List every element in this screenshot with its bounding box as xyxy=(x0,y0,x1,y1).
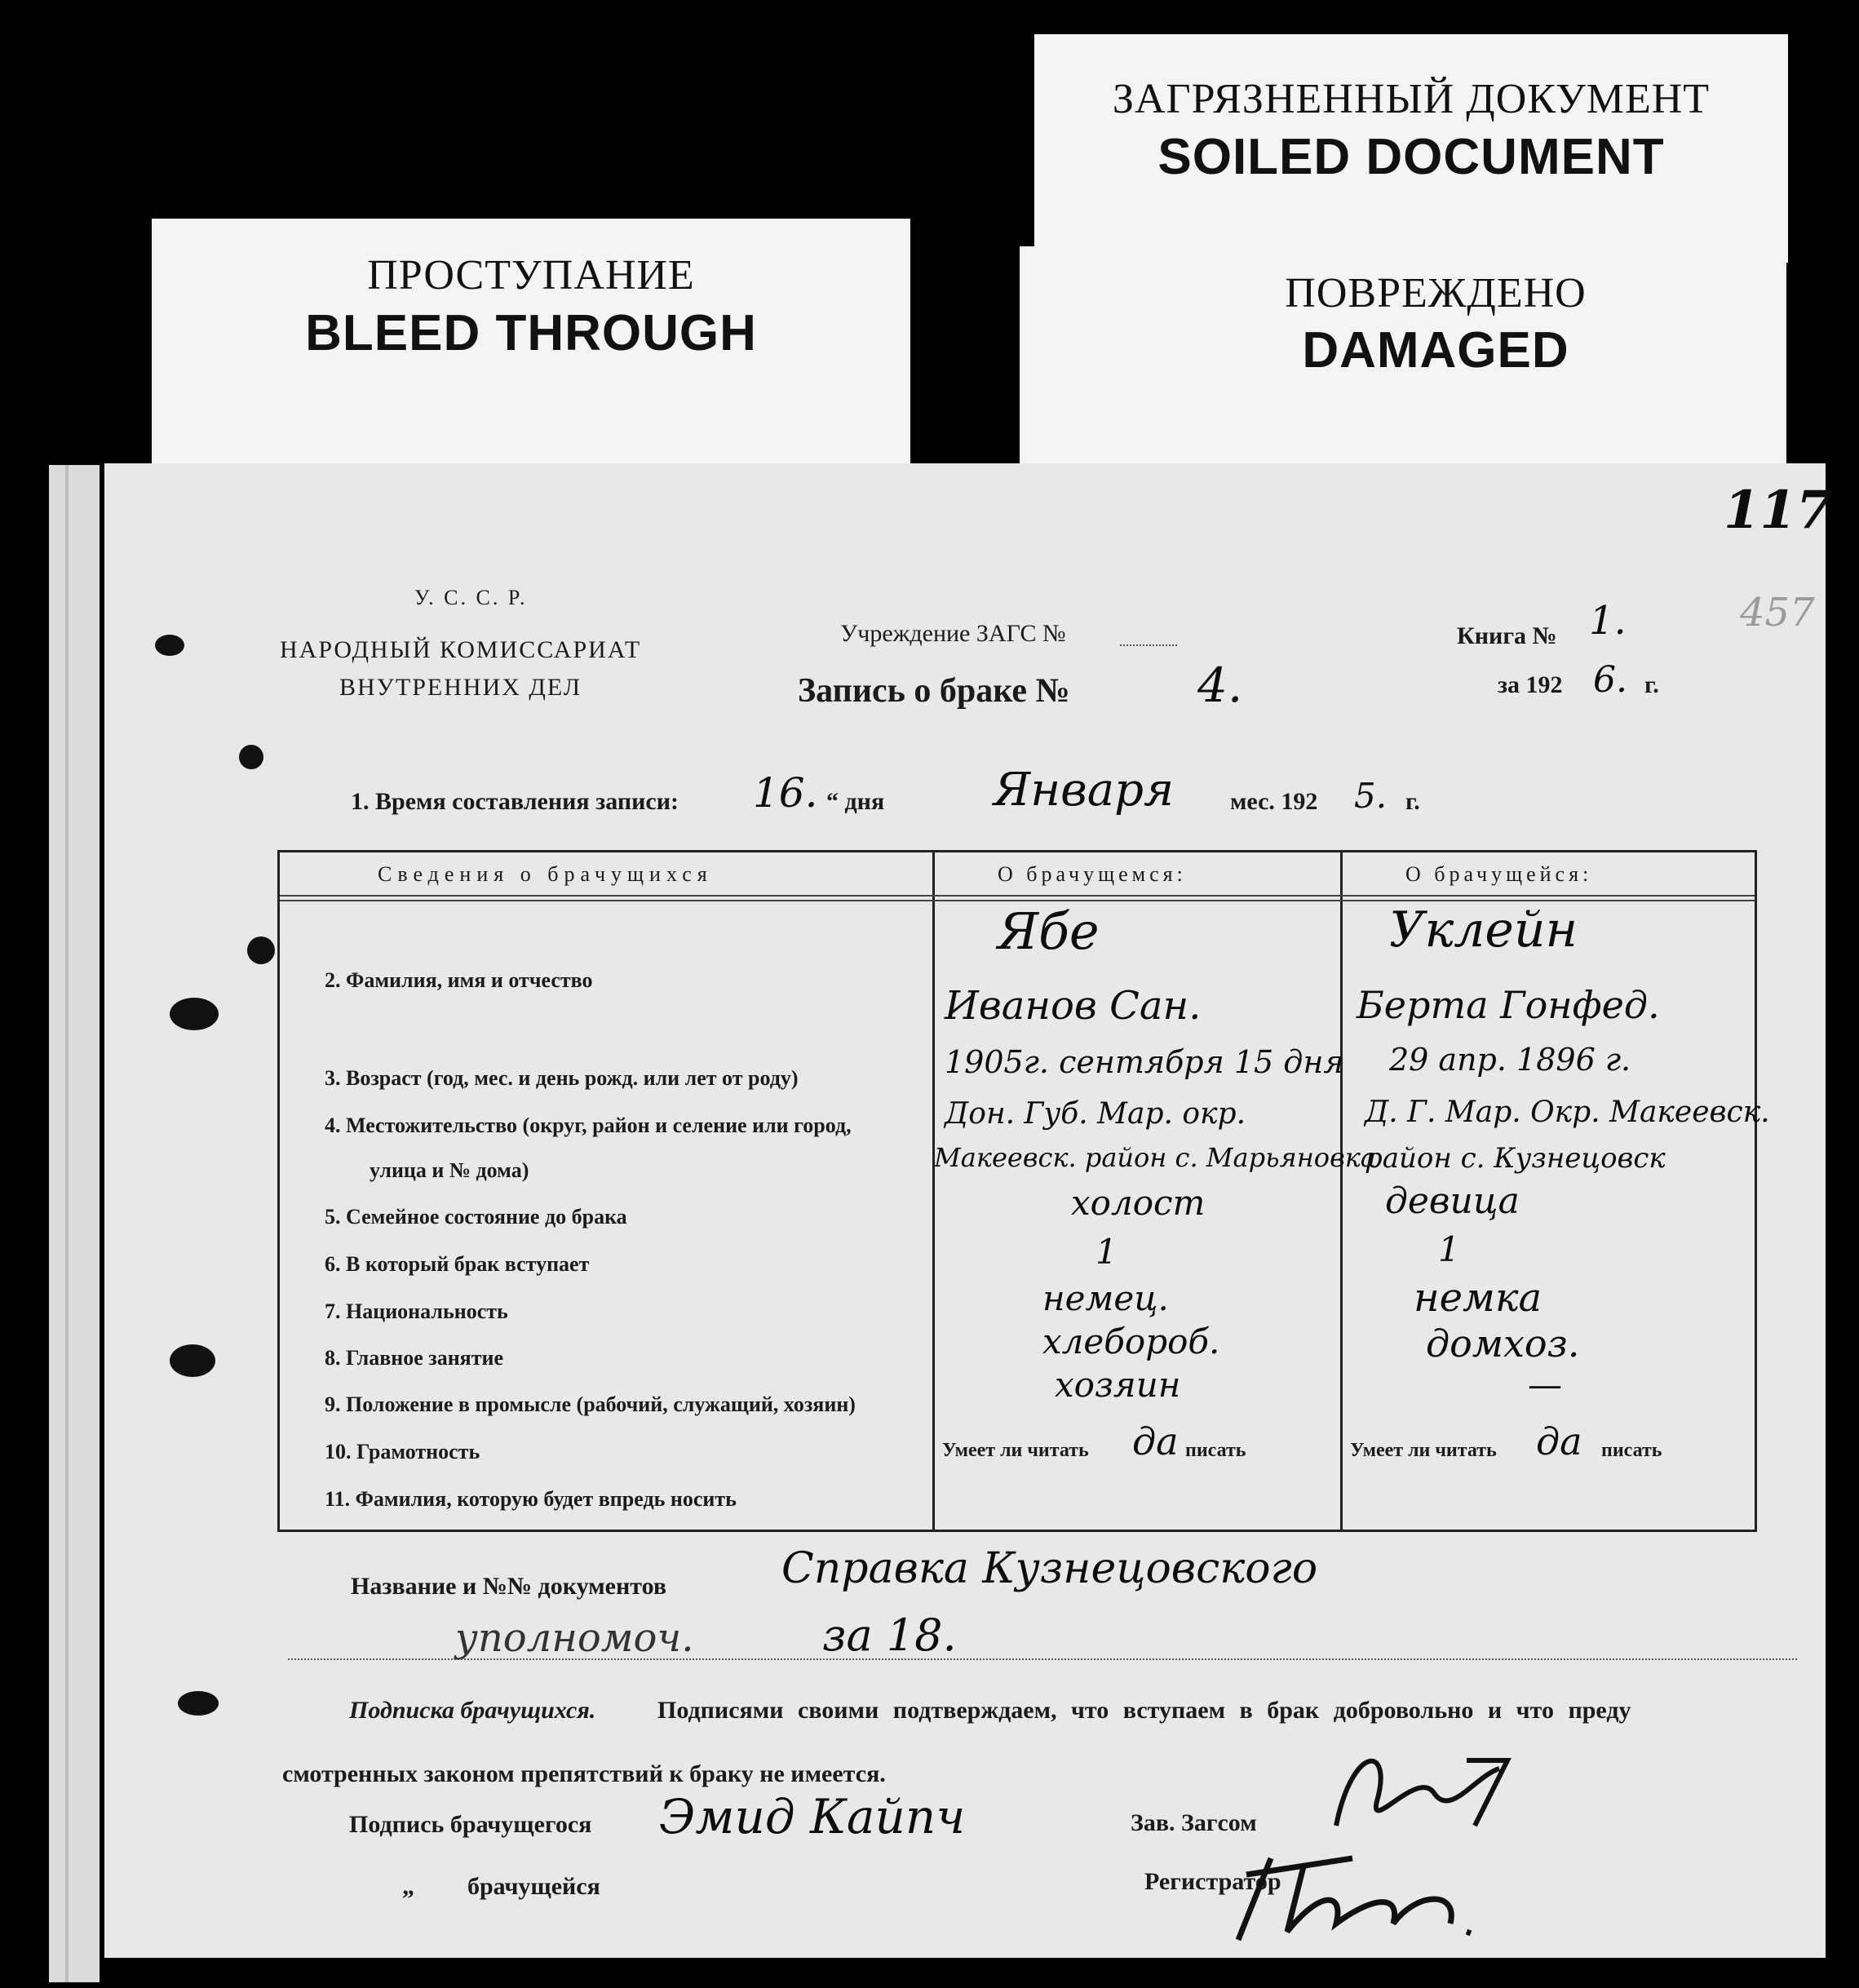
documents-line1: Справка Кузнецовского xyxy=(781,1544,1318,1593)
bride-occupation: домхоз. xyxy=(1426,1322,1580,1366)
year-label: за 192 xyxy=(1498,671,1563,698)
col-header-info: Сведения о брачущихся xyxy=(378,862,713,886)
ussr-heading: У. С. С. Р. xyxy=(414,586,528,609)
declaration-text-1: Подписями своими подтверждаем, что вступаем в брак добровольно и что преду xyxy=(657,1697,1631,1724)
bride-birth: 29 апр. 1896 г. xyxy=(1389,1042,1631,1078)
damaged-ru: ПОВРЕЖДЕНО xyxy=(1285,270,1587,317)
groom-given-names: Иванов Сан. xyxy=(945,983,1202,1029)
bride-given-names: Берта Гонфед. xyxy=(1357,983,1660,1027)
groom-residence-2: Макеевск. район с. Марьяновка xyxy=(934,1142,1376,1173)
bride-literacy-value: да xyxy=(1536,1419,1582,1463)
commissariat-line1: НАРОДНЫЙ КОМИССАРИАТ xyxy=(280,636,642,663)
registrar-signature-mark xyxy=(1222,1842,1491,1956)
documents-label: Название и №№ документов xyxy=(351,1573,667,1600)
bleed-through-en: BLEED THROUGH xyxy=(305,305,757,361)
row-label-position: 9. Положение в промысле (рабочий, служащий, хозяин) xyxy=(325,1392,856,1416)
punch-hole xyxy=(239,745,263,769)
bride-literacy-write: писать xyxy=(1601,1440,1662,1461)
groom-signature-label: Подпись брачущегося xyxy=(349,1811,592,1838)
groom-birth: 1905г. сентября 15 дня xyxy=(945,1044,1344,1080)
book-year-digit: 6. xyxy=(1593,659,1627,701)
time-day-label: “ дня xyxy=(826,788,885,815)
col-header-bride: О брачущейся: xyxy=(1405,862,1593,886)
commissariat-line2: ВНУТРЕННИХ ДЕЛ xyxy=(339,674,582,701)
declaration-lead: Подписка брачущихся. xyxy=(349,1697,596,1724)
head-signature-label: Зав. Загсом xyxy=(1131,1809,1257,1836)
groom-marriage-no: 1 xyxy=(1095,1232,1118,1272)
groom-occupation: хлебороб. xyxy=(1042,1322,1220,1361)
book-label: Книга № xyxy=(1457,622,1557,649)
col-header-groom: О брачущемся: xyxy=(998,862,1187,886)
row-label-occupation: 8. Главное занятие xyxy=(325,1346,504,1370)
time-year-digit: 5. xyxy=(1354,776,1388,816)
groom-position: хозяин xyxy=(1055,1365,1181,1405)
page-number: 117 xyxy=(1724,480,1833,541)
bride-signature-quote: „ xyxy=(402,1873,414,1900)
row-label-name: 2. Фамилия, имя и отчество xyxy=(325,968,593,992)
time-label: 1. Время составления записи: xyxy=(351,788,679,815)
row-label-future-surname: 11. Фамилия, которую будет впредь носить xyxy=(325,1487,737,1511)
groom-marital: холост xyxy=(1071,1183,1206,1223)
groom-literacy-write: писать xyxy=(1185,1440,1246,1461)
soiled-document-label xyxy=(1034,34,1788,263)
bride-residence-2: район с. Кузнецовск xyxy=(1365,1142,1666,1175)
row-label-nationality: 7. Национальность xyxy=(325,1300,508,1323)
head-signature-mark xyxy=(1304,1736,1516,1850)
groom-surname: Ябе xyxy=(998,901,1100,961)
page-number-faint: 457 xyxy=(1740,590,1815,635)
record-number: 4. xyxy=(1197,658,1243,713)
punch-hole xyxy=(170,998,219,1030)
punch-hole xyxy=(178,1691,219,1716)
bride-literacy-read: Умеет ли читать xyxy=(1350,1440,1497,1461)
row-label-marital: 5. Семейное состояние до брака xyxy=(325,1205,627,1229)
damaged-label xyxy=(1020,246,1786,479)
documents-line3: за 18. xyxy=(822,1609,957,1661)
time-day: 16. xyxy=(753,769,818,817)
declaration-text-2: смотренных законом препятствий к браку не имеется. xyxy=(282,1760,886,1787)
time-month: Января xyxy=(994,764,1175,817)
bride-nationality: немка xyxy=(1414,1275,1543,1321)
marriage-details-table xyxy=(277,850,1770,1532)
groom-signature: Эмид Кайпч xyxy=(659,1789,966,1844)
groom-nationality: немец. xyxy=(1042,1278,1169,1318)
time-month-label: мес. 192 xyxy=(1230,788,1318,815)
row-label-marriage-no: 6. В который брак вступает xyxy=(325,1252,590,1276)
punch-hole xyxy=(155,635,184,656)
record-title: Запись о браке № xyxy=(798,672,1070,710)
row-label-age: 3. Возраст (год, мес. и день рожд. или лет от роду) xyxy=(325,1066,799,1090)
bride-surname: Уклейн xyxy=(1389,901,1578,959)
damaged-en: DAMAGED xyxy=(1302,322,1569,379)
punch-hole xyxy=(247,936,275,964)
punch-hole xyxy=(170,1344,215,1377)
groom-literacy-read: Умеет ли читать xyxy=(942,1440,1089,1461)
bride-marriage-no: 1 xyxy=(1438,1229,1460,1269)
groom-residence-1: Дон. Губ. Мар. окр. xyxy=(945,1097,1246,1131)
binding-strip xyxy=(49,465,100,1982)
institution-label: Учреждение ЗАГС № xyxy=(840,620,1066,647)
groom-literacy-value: да xyxy=(1132,1419,1179,1463)
bride-position: — xyxy=(1528,1365,1562,1405)
bride-marital: девица xyxy=(1385,1180,1520,1222)
row-label-residence: 4. Местожительство (округ, район и селение или город, xyxy=(325,1114,852,1137)
row-label-literacy: 10. Грамотность xyxy=(325,1440,480,1463)
documents-line2: уполномоч. xyxy=(455,1615,694,1661)
bleed-through-label xyxy=(152,219,910,463)
year-suffix: г. xyxy=(1644,671,1659,698)
book-number: 1. xyxy=(1589,598,1627,644)
registrar-label: Регистратор xyxy=(1144,1868,1281,1895)
soiled-document-en: SOILED DOCUMENT xyxy=(1157,129,1665,185)
row-label-residence-cont: улица и № дома) xyxy=(370,1158,529,1182)
bride-residence-1: Д. Г. Мар. Окр. Макеевск. xyxy=(1365,1096,1770,1129)
bride-signature-label: брачущейся xyxy=(467,1873,600,1900)
marriage-record-sheet xyxy=(104,463,1833,1958)
soiled-document-ru: ЗАГРЯЗНЕННЫЙ ДОКУМЕНТ xyxy=(1112,76,1711,122)
time-year-suffix: г. xyxy=(1405,788,1420,815)
bleed-through-ru: ПРОСТУПАНИЕ xyxy=(367,252,695,299)
